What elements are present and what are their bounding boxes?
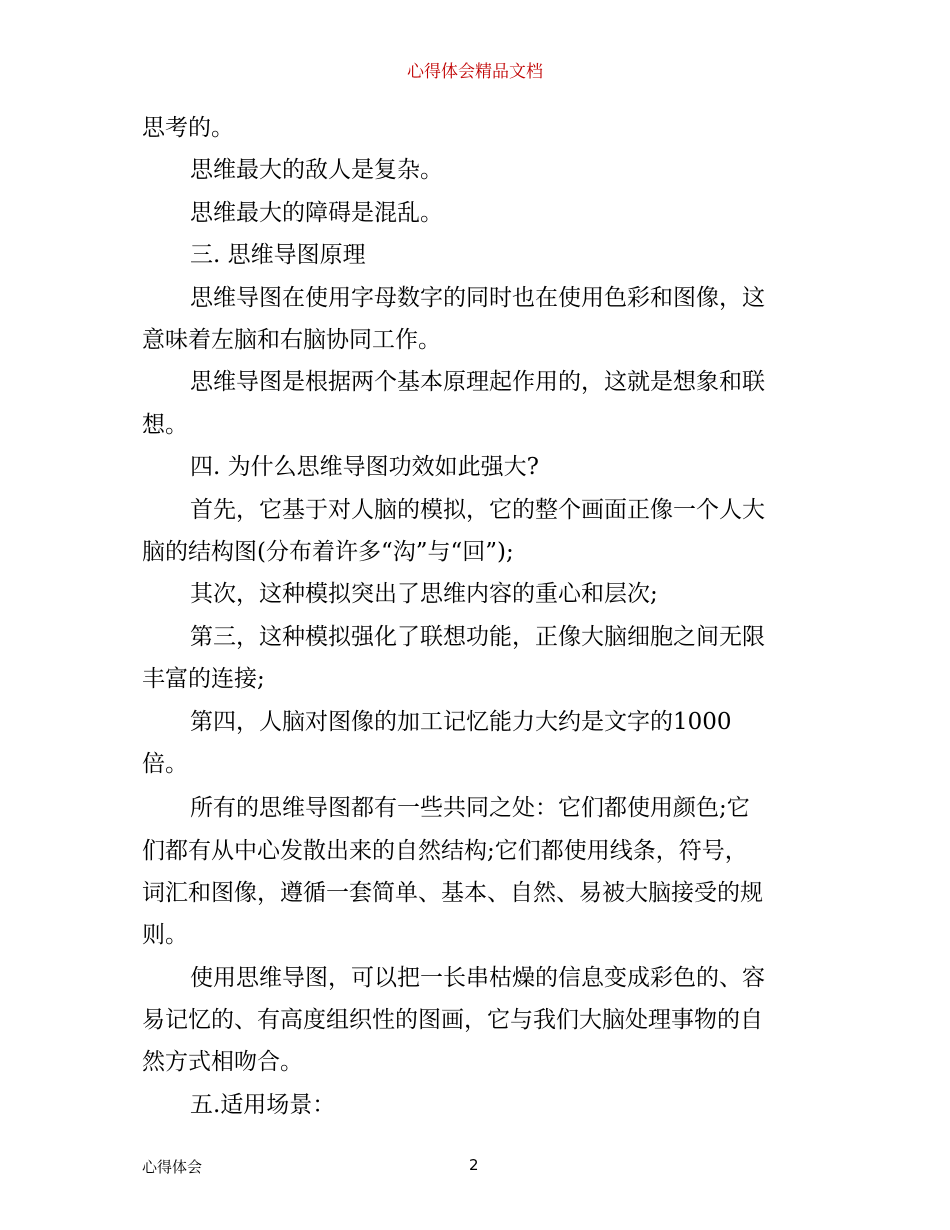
text-line: 使用思维导图，可以把一长串枯燥的信息变成彩色的、容 [190,965,765,991]
text-line: 想。 [142,412,188,438]
text-line: 丰富的连接; [142,666,265,692]
text-line: 思维最大的障碍是混乱。 [190,200,443,226]
text-line: 首先，它基于对人脑的模拟，它的整个画面正像一个人大 [190,497,765,523]
text-line: 其次，这种模拟突出了思维内容的重心和层次; [190,581,658,607]
text-line: 们都有从中心发散出来的自然结构;它们都使用线条，符号， [142,838,748,864]
text-line: 第三，这种模拟强化了联想功能，正像大脑细胞之间无限 [190,624,765,650]
text-line: 思维导图在使用字母数字的同时也在使用色彩和图像，这 [190,285,765,311]
text-line: 第四，人脑对图像的加工记忆能力大约是文字的1000 [190,709,732,735]
text-line: 词汇和图像，遵循一套简单、基本、自然、易被大脑接受的规 [142,880,763,906]
text-line: 则。 [142,922,188,948]
page-header-title: 心得体会精品文档 [407,62,543,82]
page-number: 2 [469,1156,479,1174]
text-line: 意味着左脑和右脑协同工作。 [142,327,441,353]
text-line: 脑的结构图(分布着许多“沟”与“回”); [142,539,514,565]
text-line: 思考的。 [142,115,234,141]
section-heading: 三. 思维导图原理 [190,242,366,268]
text-line: 倍。 [142,751,188,777]
footer-label: 心得体会 [142,1158,203,1176]
section-heading: 四. 为什么思维导图功效如此强大? [190,454,539,480]
text-line: 易记忆的、有高度组织性的图画，它与我们大脑处理事物的自 [142,1007,763,1033]
text-line: 思维导图是根据两个基本原理起作用的，这就是想象和联 [190,369,765,395]
text-line: 思维最大的敌人是复杂。 [190,157,443,183]
section-heading: 五.适用场景： [190,1092,336,1118]
text-line: 然方式相吻合。 [142,1049,303,1075]
text-line: 所有的思维导图都有一些共同之处：它们都使用颜色;它 [190,795,750,821]
